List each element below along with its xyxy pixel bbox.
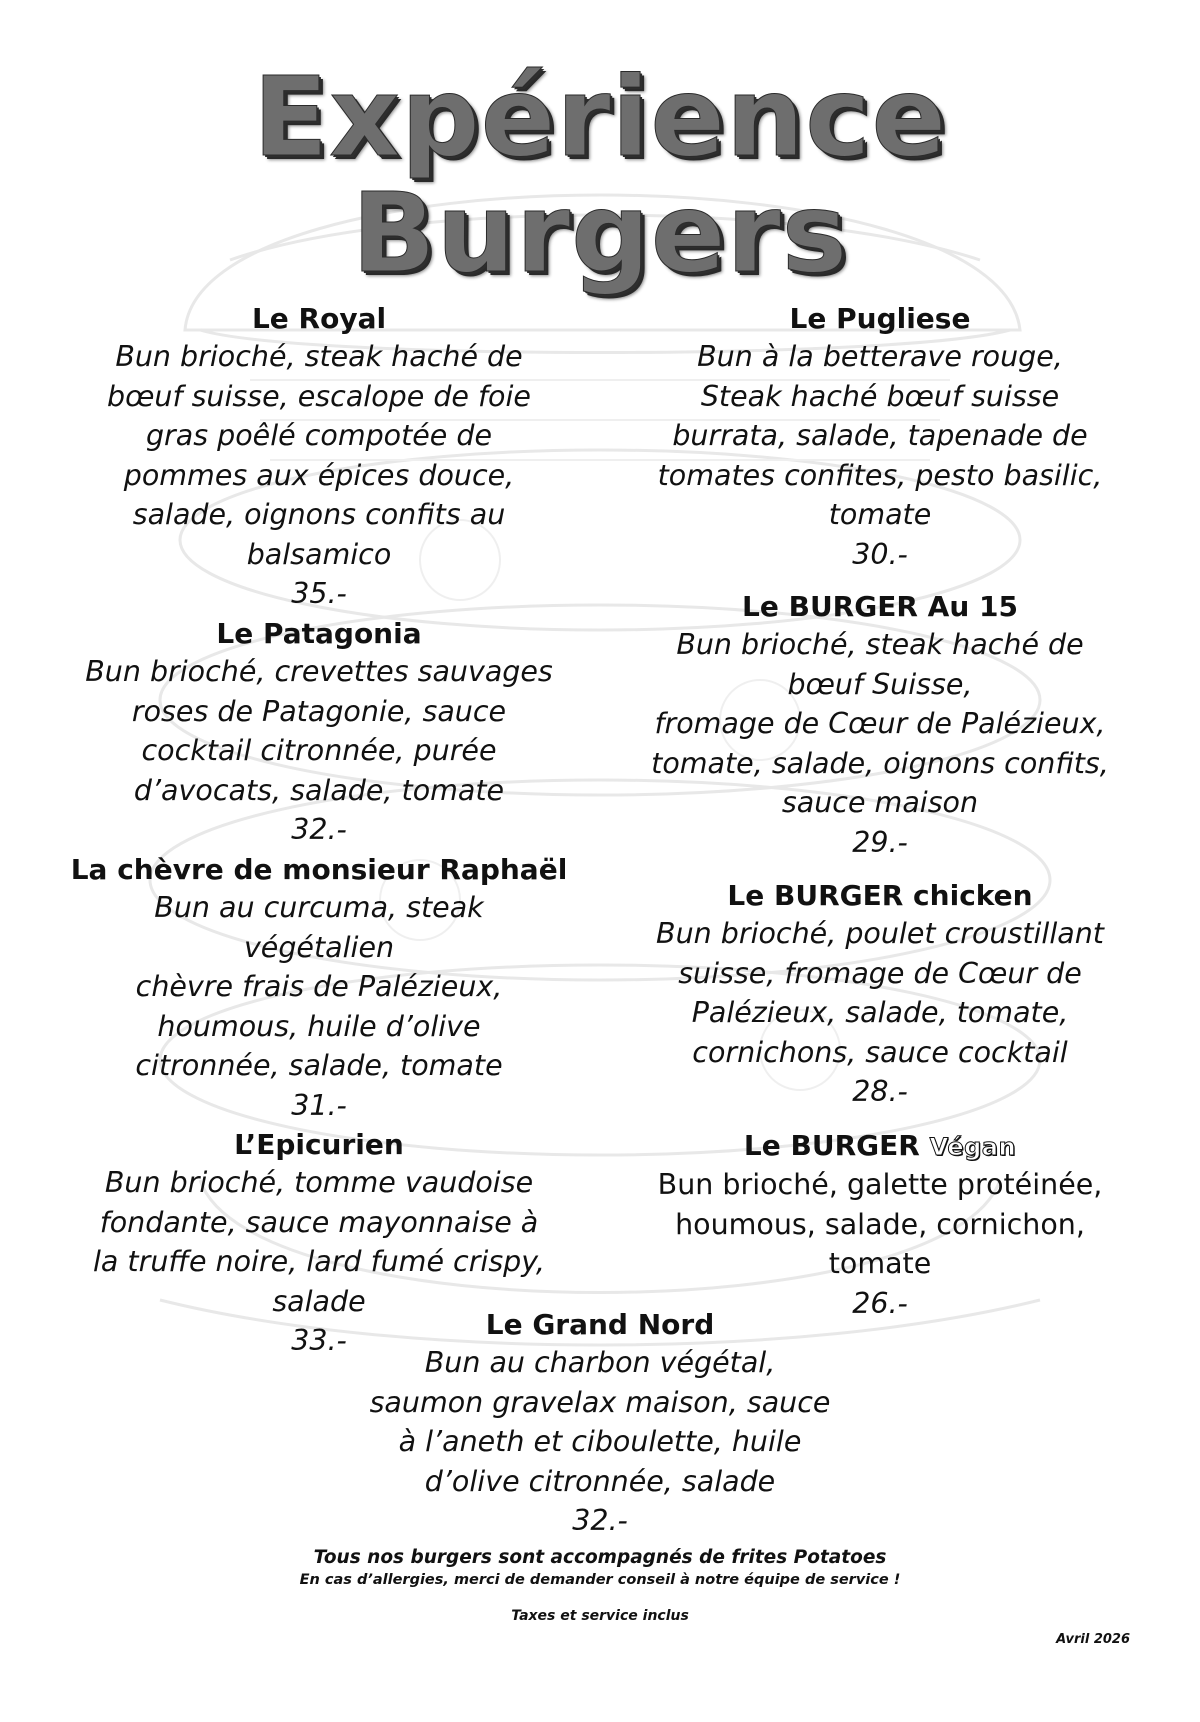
page-title-line1: Expérience [252, 53, 948, 181]
item-description: Bun brioché, steak haché de bœuf suisse, escalope de foie gras poêlé compotée de pommes aux épices douce, salade, oignons confits au balsamico [107, 340, 531, 571]
menu-item-burger-au-15 [600, 589, 1160, 862]
menu-item-chevre [39, 852, 599, 1125]
menu-item-burger-chicken [600, 878, 1160, 1112]
item-price: 31.- [291, 1088, 347, 1122]
item-price: 28.- [852, 1075, 908, 1108]
allergies-note: En cas d’allergies, merci de demander conseil à notre équipe de service ! [299, 1572, 901, 1588]
vegan-badge: Végan [929, 1133, 1017, 1161]
item-name: La chèvre de monsieur Raphaël [70, 853, 568, 886]
item-description: Bun brioché, galette protéinée, houmous, salade, cornichon, tomate [657, 1168, 1103, 1280]
menu-item-royal [39, 301, 599, 614]
fries-note: Tous nos burgers sont accompagnés de frites Potatoes [313, 1547, 887, 1568]
item-price: 35.- [291, 577, 347, 610]
menu-item-grand-nord [310, 1307, 890, 1541]
item-description: Bun brioché, crevettes sauvages roses de Patagonie, sauce cocktail citronnée, purée d’avocats, salade, tomate [85, 655, 553, 807]
item-name: Le Patagonia [216, 617, 422, 650]
item-name: Le BURGER chicken [727, 879, 1033, 912]
menu-date: Avril 2026 [1056, 1632, 1130, 1647]
item-price: 30.- [852, 537, 908, 571]
menu-item-burger-vegan [600, 1128, 1160, 1323]
menu-item-pugliese [600, 301, 1160, 574]
page-title-line2: Burgers [351, 169, 849, 297]
item-name: Le Grand Nord [485, 1308, 715, 1341]
item-price: 26.- [852, 1286, 908, 1320]
item-description: Bun au charbon végétal, saumon gravelax maison, sauce à l’aneth et ciboulette, huile d’olive citronnée, salade [369, 1346, 831, 1498]
menu-item-patagonia [39, 616, 599, 850]
taxes-note: Taxes et service inclus [511, 1608, 689, 1624]
item-description: Bun au curcuma, steak végétalien chèvre frais de Palézieux, houmous, huile d’olive citronnée, salade, tomate [135, 891, 503, 1082]
item-name: Le Royal [251, 302, 387, 335]
item-price: 33.- [291, 1324, 347, 1357]
item-name: Le BURGER Végan [743, 1129, 1017, 1162]
item-name: Le BURGER Au 15 [742, 590, 1018, 623]
item-name: L’Epicurien [234, 1128, 404, 1161]
item-price: 32.- [572, 1504, 628, 1537]
item-name: Le Pugliese [789, 302, 971, 335]
item-description: Bun à la betterave rouge, Steak haché bœuf suisse burrata, salade, tapenade de tomates confites, pesto basilic, tomate [657, 340, 1103, 531]
item-price: 32.- [291, 813, 347, 846]
item-description: Bun brioché, poulet croustillant suisse, fromage de Cœur de Palézieux, salade, tomate, cornichons, sauce cocktail [656, 917, 1104, 1069]
item-description: Bun brioché, tomme vaudoise fondante, sauce mayonnaise à la truffe noire, lard fumé crispy, salade [92, 1166, 545, 1318]
item-price: 29.- [852, 825, 908, 859]
item-description: Bun brioché, steak haché de bœuf Suisse, fromage de Cœur de Palézieux, tomate, salade, oignons confits, sauce maison [651, 628, 1109, 819]
